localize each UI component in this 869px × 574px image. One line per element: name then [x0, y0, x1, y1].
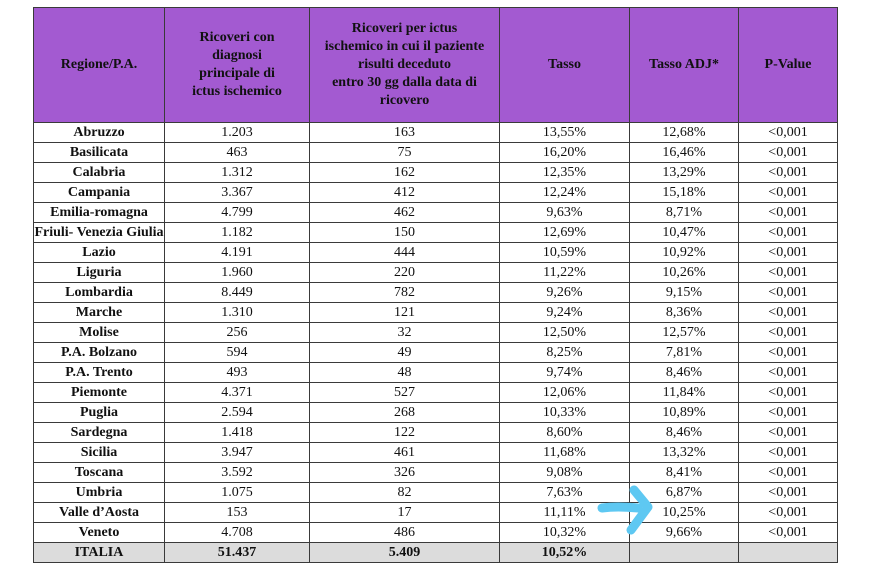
table-row	[34, 243, 838, 263]
cell-tasso-adj: 10,47%	[630, 223, 739, 243]
cell-deceduti: 82	[310, 483, 500, 503]
cell-tasso: 9,24%	[500, 303, 630, 323]
cell-tasso: 11,11%	[500, 503, 630, 523]
cell-ricoveri: 2.594	[165, 403, 310, 423]
header-ricoveri: Ricoveri con diagnosi principale di ictus ischemico	[165, 8, 310, 123]
table-row	[34, 363, 838, 383]
cell-p-value: <0,001	[739, 383, 838, 403]
cell-p-value: <0,001	[739, 443, 838, 463]
table-row	[34, 223, 838, 243]
cell-deceduti: 49	[310, 343, 500, 363]
cell-p-value: <0,001	[739, 343, 838, 363]
cell-region: Abruzzo	[34, 123, 165, 143]
table-row	[34, 383, 838, 403]
cell-region: Sicilia	[34, 443, 165, 463]
header-ricoveri-deceduti: Ricoveri per ictus ischemico in cui il paziente risulti deceduto entro 30 gg dalla data di ricovero	[310, 8, 500, 123]
table-row	[34, 303, 838, 323]
cell-p-value: <0,001	[739, 223, 838, 243]
cell-tasso: 10,33%	[500, 403, 630, 423]
cell-p-value: <0,001	[739, 143, 838, 163]
cell-deceduti: 32	[310, 323, 500, 343]
ictus-mortality-table	[33, 7, 838, 563]
cell-tasso: 16,20%	[500, 143, 630, 163]
cell-tasso-adj: 8,41%	[630, 463, 739, 483]
cell-tasso-adj: 8,71%	[630, 203, 739, 223]
cell-tasso-adj: 6,87%	[630, 483, 739, 503]
cell-tasso-adj: 10,26%	[630, 263, 739, 283]
cell-p-value: <0,001	[739, 503, 838, 523]
header-regione: Regione/P.A.	[34, 8, 165, 123]
table-row	[34, 203, 838, 223]
cell-p-value: <0,001	[739, 283, 838, 303]
cell-region: Piemonte	[34, 383, 165, 403]
cell-tasso: 12,69%	[500, 223, 630, 243]
cell-p-value: <0,001	[739, 463, 838, 483]
cell-region: Sardegna	[34, 423, 165, 443]
cell-tasso: 10,59%	[500, 243, 630, 263]
cell-ricoveri: 1.182	[165, 223, 310, 243]
total-region: ITALIA	[34, 543, 165, 563]
cell-ricoveri: 4.191	[165, 243, 310, 263]
cell-deceduti: 486	[310, 523, 500, 543]
cell-deceduti: 412	[310, 183, 500, 203]
cell-deceduti: 444	[310, 243, 500, 263]
cell-p-value: <0,001	[739, 263, 838, 283]
cell-tasso-adj: 13,29%	[630, 163, 739, 183]
cell-deceduti: 150	[310, 223, 500, 243]
cell-region: Valle d’Aosta	[34, 503, 165, 523]
cell-region: Friuli- Venezia Giulia	[34, 223, 165, 243]
cell-ricoveri: 8.449	[165, 283, 310, 303]
cell-deceduti: 121	[310, 303, 500, 323]
cell-tasso-adj: 16,46%	[630, 143, 739, 163]
cell-p-value: <0,001	[739, 523, 838, 543]
cell-deceduti: 326	[310, 463, 500, 483]
cell-tasso-adj: 9,66%	[630, 523, 739, 543]
cell-tasso: 11,68%	[500, 443, 630, 463]
cell-ricoveri: 1.203	[165, 123, 310, 143]
cell-tasso-adj: 8,46%	[630, 423, 739, 443]
cell-deceduti: 75	[310, 143, 500, 163]
cell-tasso-adj: 12,68%	[630, 123, 739, 143]
cell-deceduti: 782	[310, 283, 500, 303]
cell-ricoveri: 3.592	[165, 463, 310, 483]
cell-region: Lazio	[34, 243, 165, 263]
cell-p-value: <0,001	[739, 203, 838, 223]
total-p-value	[739, 543, 838, 563]
cell-ricoveri: 4.708	[165, 523, 310, 543]
cell-ricoveri: 493	[165, 363, 310, 383]
cell-region: Umbria	[34, 483, 165, 503]
cell-region: P.A. Trento	[34, 363, 165, 383]
cell-tasso: 12,50%	[500, 323, 630, 343]
cell-tasso: 7,63%	[500, 483, 630, 503]
table-row	[34, 403, 838, 423]
cell-tasso: 13,55%	[500, 123, 630, 143]
cell-tasso-adj: 9,15%	[630, 283, 739, 303]
table-row	[34, 443, 838, 463]
cell-tasso: 9,08%	[500, 463, 630, 483]
cell-tasso-adj: 15,18%	[630, 183, 739, 203]
cell-p-value: <0,001	[739, 423, 838, 443]
cell-region: Liguria	[34, 263, 165, 283]
cell-tasso-adj: 12,57%	[630, 323, 739, 343]
table-row	[34, 463, 838, 483]
cell-tasso-adj: 10,92%	[630, 243, 739, 263]
cell-tasso: 12,35%	[500, 163, 630, 183]
cell-p-value: <0,001	[739, 123, 838, 143]
table-row	[34, 143, 838, 163]
cell-p-value: <0,001	[739, 363, 838, 383]
header-tasso: Tasso	[500, 8, 630, 123]
table-row	[34, 323, 838, 343]
table-row	[34, 163, 838, 183]
header-p-value: P-Value	[739, 8, 838, 123]
cell-ricoveri: 256	[165, 323, 310, 343]
cell-ricoveri: 594	[165, 343, 310, 363]
cell-p-value: <0,001	[739, 243, 838, 263]
table-row	[34, 503, 838, 523]
cell-p-value: <0,001	[739, 303, 838, 323]
cell-tasso-adj: 10,89%	[630, 403, 739, 423]
cell-region: Basilicata	[34, 143, 165, 163]
cell-region: Veneto	[34, 523, 165, 543]
cell-deceduti: 163	[310, 123, 500, 143]
cell-deceduti: 220	[310, 263, 500, 283]
table-row	[34, 523, 838, 543]
cell-tasso-adj: 8,36%	[630, 303, 739, 323]
total-tasso: 10,52%	[500, 543, 630, 563]
hand-drawn-arrow-icon	[594, 478, 664, 538]
cell-region: Campania	[34, 183, 165, 203]
cell-region: Calabria	[34, 163, 165, 183]
cell-region: Molise	[34, 323, 165, 343]
cell-deceduti: 17	[310, 503, 500, 523]
cell-p-value: <0,001	[739, 183, 838, 203]
cell-ricoveri: 1.960	[165, 263, 310, 283]
cell-deceduti: 122	[310, 423, 500, 443]
cell-deceduti: 527	[310, 383, 500, 403]
cell-region: Emilia-romagna	[34, 203, 165, 223]
cell-deceduti: 461	[310, 443, 500, 463]
table-header-row	[34, 8, 838, 123]
cell-tasso: 9,74%	[500, 363, 630, 383]
cell-ricoveri: 1.075	[165, 483, 310, 503]
cell-tasso-adj: 10,25%	[630, 503, 739, 523]
cell-tasso: 9,26%	[500, 283, 630, 303]
cell-tasso-adj: 11,84%	[630, 383, 739, 403]
table-row	[34, 423, 838, 443]
cell-ricoveri: 463	[165, 143, 310, 163]
cell-deceduti: 162	[310, 163, 500, 183]
cell-ricoveri: 1.418	[165, 423, 310, 443]
data-table-container	[33, 7, 837, 563]
cell-region: P.A. Bolzano	[34, 343, 165, 363]
cell-tasso-adj: 8,46%	[630, 363, 739, 383]
total-tasso-adj	[630, 543, 739, 563]
cell-tasso: 9,63%	[500, 203, 630, 223]
table-row	[34, 183, 838, 203]
cell-region: Puglia	[34, 403, 165, 423]
cell-p-value: <0,001	[739, 163, 838, 183]
header-tasso-adj: Tasso ADJ*	[630, 8, 739, 123]
cell-tasso-adj: 13,32%	[630, 443, 739, 463]
table-row	[34, 483, 838, 503]
cell-region: Marche	[34, 303, 165, 323]
cell-tasso: 11,22%	[500, 263, 630, 283]
table-row	[34, 283, 838, 303]
cell-tasso: 10,32%	[500, 523, 630, 543]
cell-region: Toscana	[34, 463, 165, 483]
cell-ricoveri: 3.367	[165, 183, 310, 203]
cell-ricoveri: 1.312	[165, 163, 310, 183]
cell-ricoveri: 4.371	[165, 383, 310, 403]
cell-deceduti: 48	[310, 363, 500, 383]
cell-ricoveri: 1.310	[165, 303, 310, 323]
total-row	[34, 543, 838, 563]
table-row	[34, 263, 838, 283]
cell-ricoveri: 3.947	[165, 443, 310, 463]
cell-ricoveri: 153	[165, 503, 310, 523]
table-row	[34, 343, 838, 363]
cell-tasso-adj: 7,81%	[630, 343, 739, 363]
cell-tasso: 8,25%	[500, 343, 630, 363]
table-row	[34, 123, 838, 143]
cell-deceduti: 462	[310, 203, 500, 223]
cell-tasso: 12,24%	[500, 183, 630, 203]
cell-p-value: <0,001	[739, 403, 838, 423]
total-ricoveri: 51.437	[165, 543, 310, 563]
cell-deceduti: 268	[310, 403, 500, 423]
total-deceduti: 5.409	[310, 543, 500, 563]
cell-tasso: 12,06%	[500, 383, 630, 403]
cell-tasso: 8,60%	[500, 423, 630, 443]
cell-p-value: <0,001	[739, 483, 838, 503]
cell-region: Lombardia	[34, 283, 165, 303]
table-body	[34, 123, 838, 563]
cell-ricoveri: 4.799	[165, 203, 310, 223]
cell-p-value: <0,001	[739, 323, 838, 343]
